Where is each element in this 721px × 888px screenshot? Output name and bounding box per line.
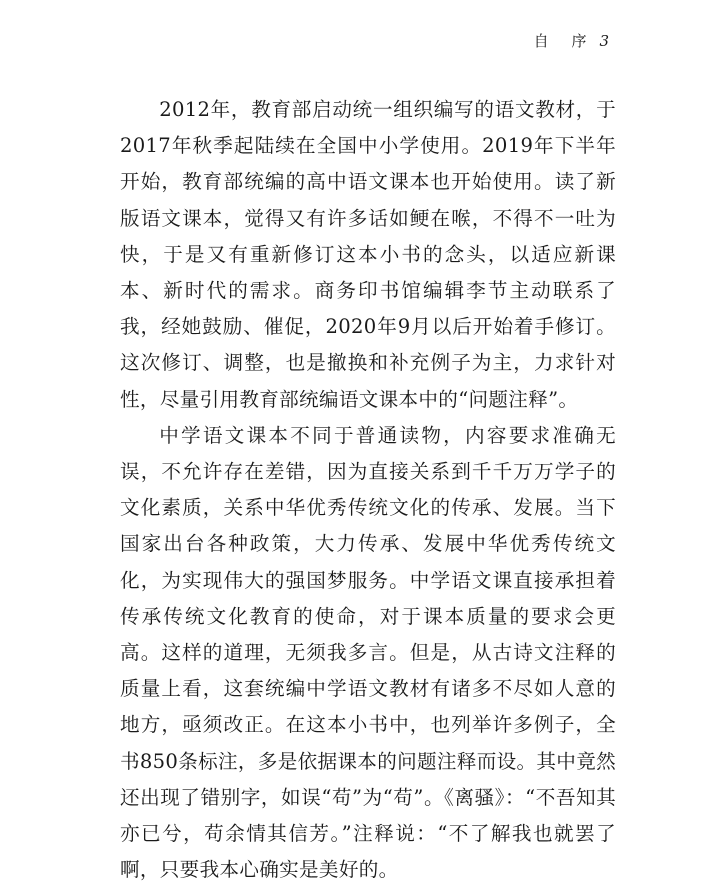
running-header (534, 30, 609, 51)
chapter-title: 自 序 (533, 32, 596, 50)
paragraph: 2012年，教育部启动统一组织编写的语文教材，于2017年秋季起陆续在全国中小学使用。2019年下半年开始，教育部统编的高中语文课本也开始使用。读了新版语文课本，觉得又有许多话如鲠在喉，不得不一吐为快，于是又有重新修订这本小书的念头，以适应新课本、新时代的需求。商务印书馆编辑李节主动联系了我，经她鼓励、催促，2020年9月以后开始着手修订。这次修订、调整，也是撤换和补充例子为主，力求针对性，尽量引用教育部统编语文课本中的“问题注释”。 (120, 98, 616, 411)
page-number: 3 (599, 32, 609, 50)
body-text (120, 92, 616, 888)
paragraph: 中学语文课本不同于普通读物，内容要求准确无误，不允许存在差错，因为直接关系到千千万万学子的文化素质，关系中华优秀传统文化的传承、发展。当下国家出台各种政策，大力传承、发展中华优秀传统文化，为实现伟大的强国梦服务。中学语文课直接承担着传承传统文化教育的使命，对于课本质量的要求会更高。这样的道理，无须我多言。但是，从古诗文注释的质量上看，这套统编中学语文教材有诸多不尽如人意的地方，亟须改正。在这本小书中，也列举许多例子，全书850条标注，多是依据课本的问题注释而设。其中竟然还出现了错别字，如误“苟”为“苟”。《离骚》：“不吾知其亦已兮，苟余情其信芳。”注释说：“不了解我也就罢了啊，只要我本心确实是美好的。 (120, 423, 616, 882)
